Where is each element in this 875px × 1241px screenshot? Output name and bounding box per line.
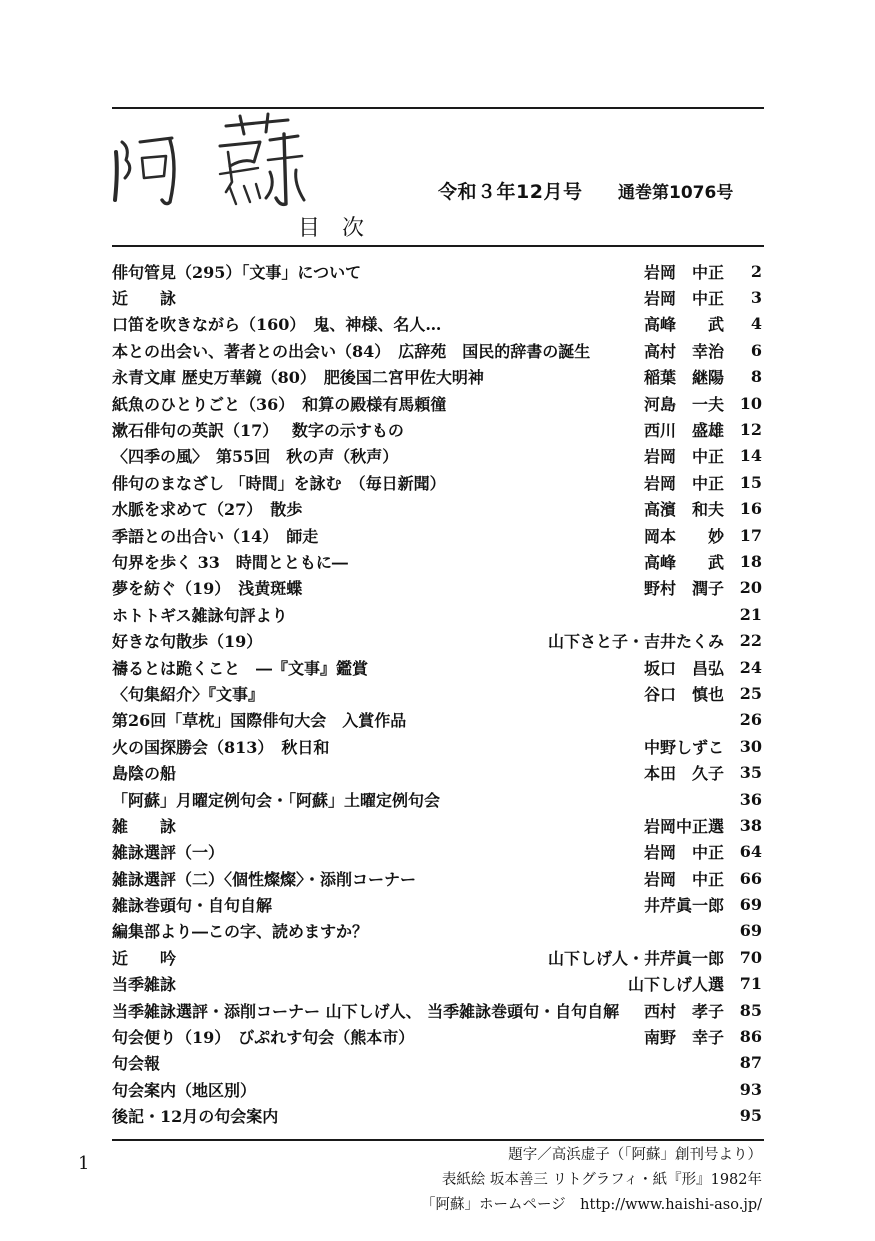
toc-entry (112, 707, 762, 733)
toc-entry-title: 句会便り（19） びぷれす句会（熊本市） (112, 1028, 415, 1048)
toc-entry (112, 865, 762, 891)
toc-entry-page: 4 (750, 314, 762, 334)
toc-entry (112, 971, 762, 997)
toc-entry (112, 575, 762, 601)
calligraphy-logo-icon (108, 112, 358, 210)
toc-entry-author: 岩岡 中正 (643, 289, 724, 309)
toc-entry-page: 3 (750, 288, 762, 308)
toc-entry-title: 句会報 (112, 1054, 161, 1074)
toc-entry-author: 高濱 和夫 (643, 500, 724, 520)
toc-entry (112, 839, 762, 865)
toc-entry (112, 918, 762, 944)
top-rule (112, 107, 764, 109)
toc-entry-title: 「阿蘇」月曜定例句会・「阿蘇」土曜定例句会 (112, 790, 441, 810)
toc-entry (112, 733, 762, 759)
toc-entry (112, 284, 762, 310)
toc-entry-author: 高峰 武 (643, 552, 724, 572)
page-number: 1 (78, 1153, 90, 1174)
toc-entry (112, 390, 762, 416)
toc-entry-title: 禱るとは跪くこと ―『文事』鑑賞 (112, 658, 369, 678)
toc-entry-page: 66 (739, 868, 762, 888)
toc-entry-title: 季語との出合い（14） 師走 (112, 526, 319, 546)
toc-entry-page: 35 (739, 763, 762, 783)
toc-entry (112, 601, 762, 627)
toc-entry-page: 10 (739, 393, 762, 413)
toc-entry-author: 谷口 慎也 (643, 684, 724, 704)
toc-entry (112, 548, 762, 574)
toc-entry-title: 句会案内（地区別） (112, 1080, 257, 1100)
toc-entry-page: 87 (739, 1053, 762, 1073)
toc-entry-page: 64 (739, 842, 762, 862)
toc-entry-author: 河島 一夫 (643, 394, 724, 414)
toc-entry (112, 812, 762, 838)
toc-entry-title: 紙魚のひとりごと（36） 和算の殿様有馬頼徸 (112, 394, 447, 414)
credits (421, 1143, 762, 1218)
toc-entry-title: 編集部より―この字、読めますか？ (112, 922, 369, 942)
toc-entry-page: 16 (739, 499, 762, 519)
masthead-logo (108, 112, 358, 210)
toc-entry (112, 654, 762, 680)
toc-entry (112, 1103, 762, 1129)
table-of-contents (112, 258, 762, 1129)
toc-entry-page: 71 (739, 974, 762, 994)
toc-entry-author: 坂口 昌弘 (643, 658, 724, 678)
toc-entry-author: 山下しげ人・井芹眞一郎 (547, 948, 724, 968)
toc-entry-title: 句界を歩く 33 時間とともに― (112, 552, 348, 572)
toc-entry-title: 当季雑詠 (112, 975, 177, 995)
toc-entry-author: 西川 盛雄 (643, 421, 724, 441)
toc-entry-title: 近 吟 (112, 948, 177, 968)
toc-entry (112, 944, 762, 970)
toc-entry-page: 17 (739, 525, 762, 545)
toc-entry (112, 416, 762, 442)
header-rule (112, 245, 764, 247)
issue-number: 通巻第1076号 (618, 183, 734, 203)
toc-entry-author: 高村 幸治 (643, 341, 724, 361)
toc-entry-title: 雑詠選評（二）〈個性燦燦〉・添削コーナー (112, 869, 417, 889)
toc-entry-title: 夢を紡ぐ（19） 浅黄斑蝶 (112, 579, 303, 599)
toc-entry-title: 口笛を吹きながら（160） 鬼、神様、名人… (112, 315, 442, 335)
toc-entry-page: 95 (739, 1106, 762, 1126)
toc-entry-title: 俳句管見（295）「文事」について (112, 262, 362, 282)
toc-entry-author: 西村 孝子 (643, 1001, 724, 1021)
toc-entry-title: 雑詠選評（一） (112, 843, 225, 863)
toc-entry-page: 24 (739, 657, 762, 677)
toc-entry-page: 26 (739, 710, 762, 730)
toc-entry-page: 12 (739, 420, 762, 440)
toc-entry-title: 当季雑詠選評・添削コーナー 山下しげ人、 当季雑詠巻頭句・自句自解 (112, 1001, 620, 1021)
toc-entry-page: 69 (739, 921, 762, 941)
toc-entry (112, 627, 762, 653)
homepage-link[interactable]: 「阿蘇」ホームページ http://www.haishi-aso.jp/ (420, 1197, 762, 1213)
toc-entry-title: 後記・12月の句会案内 (112, 1107, 279, 1127)
toc-entry-title: 〈四季の風〉 第55回 秋の声（秋声） (112, 447, 399, 467)
toc-entry-author: 高峰 武 (643, 315, 724, 335)
footer-rule (112, 1139, 764, 1141)
title-calligraphy-credit: 題字／高浜虚子（「阿蘇」創刊号より） (508, 1147, 762, 1163)
toc-entry (112, 522, 762, 548)
toc-entry (112, 496, 762, 522)
toc-entry-title: 好きな句散歩（19） (112, 632, 263, 652)
toc-entry-author: 中野しずこ (643, 737, 724, 757)
toc-entry-title: 雑 詠 (112, 816, 177, 836)
toc-entry (112, 469, 762, 495)
toc-entry-author: 岡本 妙 (643, 526, 724, 546)
toc-entry-author: 南野 幸子 (643, 1028, 724, 1048)
toc-entry-author: 岩岡 中正 (643, 869, 724, 889)
toc-entry (112, 311, 762, 337)
toc-entry-author: 山下しげ人選 (627, 975, 724, 995)
toc-entry-author: 岩岡 中正 (643, 262, 724, 282)
toc-entry-title: 漱石俳句の英訳（17） 数字の示すもの (112, 421, 404, 441)
toc-entry-title: 本との出会い、著者との出会い（84） 広辞苑 国民的辞書の誕生 (112, 341, 591, 361)
toc-entry-title: 島陰の船 (112, 764, 177, 784)
toc-entry-page: 8 (750, 367, 762, 387)
toc-entry-title: 俳句のまなざし 「時間」を詠む （毎日新聞） (112, 473, 446, 493)
toc-entry-author: 稲葉 継陽 (643, 368, 724, 388)
toc-entry-page: 38 (739, 815, 762, 835)
toc-entry-page: 70 (739, 947, 762, 967)
toc-heading: 目次 (298, 216, 387, 241)
toc-entry-author: 岩岡 中正 (643, 843, 724, 863)
toc-entry-author: 本田 久子 (643, 764, 724, 784)
toc-entry (112, 759, 762, 785)
issue-date: 令和３年12月号 (438, 181, 583, 203)
toc-entry-author: 岩岡中正選 (643, 816, 724, 836)
toc-entry-title: 第26回「草枕」国際俳句大会 入賞作品 (112, 711, 407, 731)
toc-entry-page: 22 (739, 631, 762, 651)
toc-entry (112, 1050, 762, 1076)
toc-entry (112, 891, 762, 917)
toc-entry-author: 井芹眞一郎 (643, 896, 724, 916)
toc-entry-author: 岩岡 中正 (643, 473, 724, 493)
cover-art-credit: 表紙絵 坂本善三 リトグラフィ・紙『形』1982年 (441, 1172, 762, 1188)
toc-entry (112, 258, 762, 284)
toc-entry-page: 36 (739, 789, 762, 809)
toc-entry (112, 680, 762, 706)
toc-entry-title: 永青文庫 歴史万華鏡（80） 肥後国二宮甲佐大明神 (112, 368, 484, 388)
toc-entry-title: ホトトギス雑詠句評より (112, 605, 288, 625)
toc-entry (112, 337, 762, 363)
toc-entry-author: 岩岡 中正 (643, 447, 724, 467)
toc-entry (112, 443, 762, 469)
toc-entry-author: 山下さと子・吉井たくみ (547, 632, 724, 652)
toc-entry (112, 364, 762, 390)
toc-entry-title: 火の国探勝会（813） 秋日和 (112, 737, 330, 757)
toc-entry-page: 69 (739, 895, 762, 915)
toc-entry-page: 14 (739, 446, 762, 466)
toc-entry-page: 25 (739, 683, 762, 703)
toc-entry-page: 86 (739, 1027, 762, 1047)
toc-entry-page: 93 (739, 1079, 762, 1099)
toc-entry (112, 1023, 762, 1049)
toc-entry-title: 〈句集紹介〉『文事』 (112, 684, 265, 704)
toc-entry-page: 15 (739, 472, 762, 492)
toc-entry-page: 21 (739, 604, 762, 624)
toc-entry-page: 30 (739, 736, 762, 756)
toc-entry-page: 20 (739, 578, 762, 598)
toc-entry-title: 近 詠 (112, 289, 177, 309)
toc-entry-title: 水脈を求めて（27） 散歩 (112, 500, 303, 520)
toc-entry-title: 雑詠巻頭句・自句自解 (112, 896, 273, 916)
toc-entry (112, 1076, 762, 1102)
toc-entry-page: 2 (750, 261, 762, 281)
toc-entry-page: 18 (739, 551, 762, 571)
toc-entry (112, 786, 762, 812)
toc-entry-page: 85 (739, 1000, 762, 1020)
toc-entry-page: 6 (750, 340, 762, 360)
toc-entry (112, 997, 762, 1023)
toc-entry-author: 野村 潤子 (643, 579, 724, 599)
